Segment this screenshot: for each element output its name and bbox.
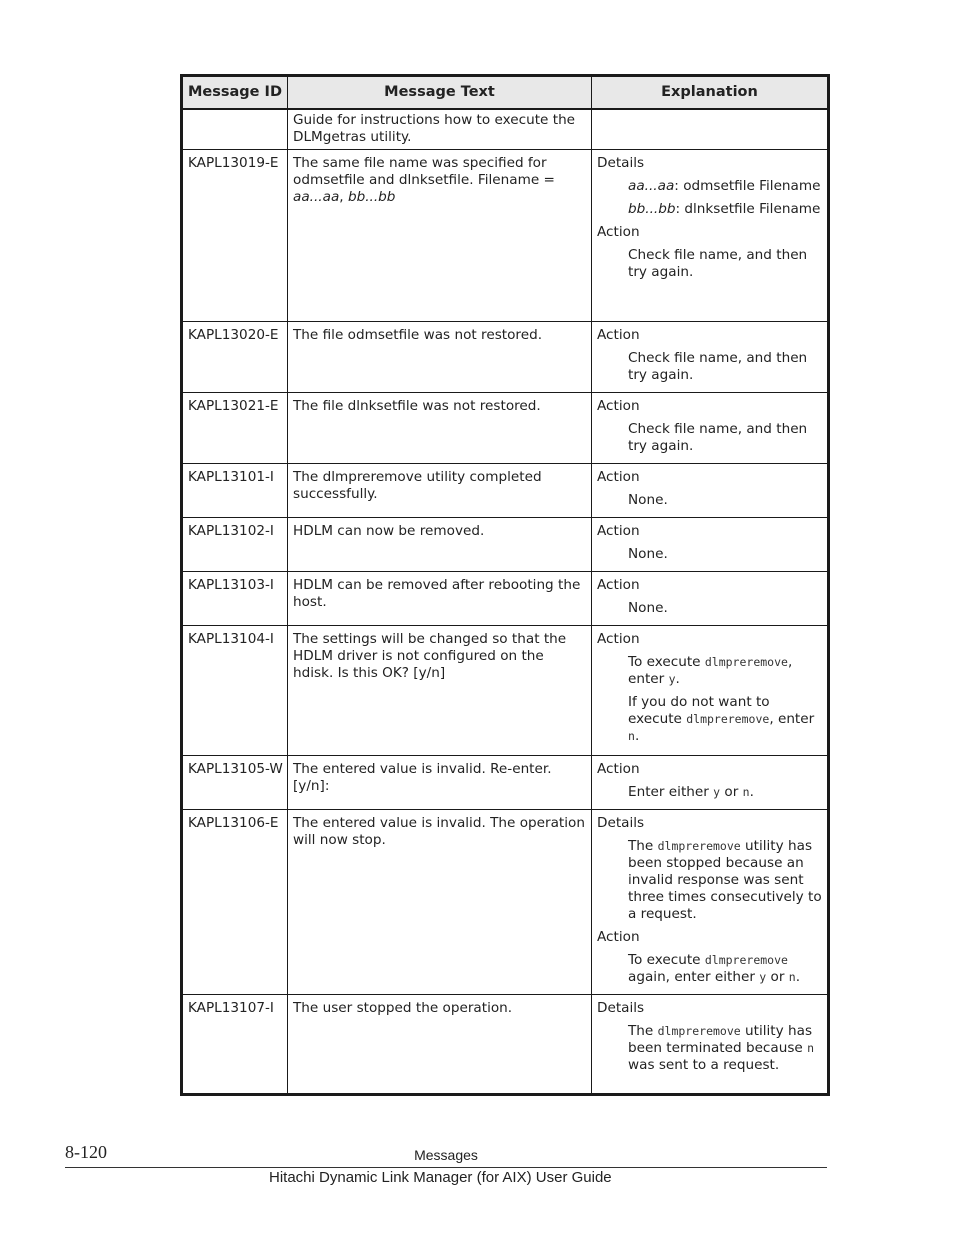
explanation-cell <box>592 994 829 1094</box>
variable-text: bb...bb <box>628 200 676 217</box>
text-fragment: utility has been stopped because an invalid response was sent three times consecutively to a request. <box>628 837 822 922</box>
action-label: Action <box>597 468 640 485</box>
header-message-text: Message Text <box>288 76 592 110</box>
command-name: y <box>759 969 767 984</box>
guide-title: Hitachi Dynamic Link Manager (for AIX) User Guide <box>269 1169 612 1186</box>
variable-text: bb...bb <box>347 188 396 205</box>
message-text-cell: The file dlnksetfile was not restored. <box>288 392 592 463</box>
command-name: n <box>807 1040 815 1055</box>
message-id-cell: KAPL13105-W <box>182 755 288 809</box>
action-text <box>628 694 823 745</box>
command-name: y <box>713 784 721 799</box>
command-name: dlmpreremove <box>704 654 788 669</box>
action-label: Action <box>597 630 640 647</box>
text-fragment: , <box>339 188 348 205</box>
action-label: Action <box>597 326 640 343</box>
action-text: None. <box>628 545 668 562</box>
message-text-cell <box>288 149 592 321</box>
details-label: Details <box>597 154 645 171</box>
message-text-cell: The entered value is invalid. The operation will now stop. <box>288 809 592 994</box>
footer-rule <box>65 1167 827 1168</box>
text-fragment: utility has been terminated because <box>628 1022 813 1056</box>
command-name: n <box>788 969 796 984</box>
action-label: Action <box>597 760 640 777</box>
explanation-cell <box>592 149 829 321</box>
table-row <box>182 809 829 994</box>
table-row <box>182 149 829 321</box>
command-name: dlmpreremove <box>686 711 770 726</box>
action-text <box>628 952 823 986</box>
text-fragment: . <box>675 670 680 687</box>
header-message-id: Message ID <box>182 76 288 110</box>
action-label: Action <box>597 576 640 593</box>
message-text-cell: The dlmpreremove utility completed successfully. <box>288 463 592 517</box>
command-name: dlmpreremove <box>704 952 788 967</box>
action-text: None. <box>628 491 668 508</box>
table-row <box>182 625 829 755</box>
text-fragment: again, enter either <box>628 968 760 985</box>
explanation-cell <box>592 809 829 994</box>
text-fragment: or <box>766 968 789 985</box>
action-text: None. <box>628 599 668 616</box>
command-name: dlmpreremove <box>657 1023 741 1038</box>
table-row <box>182 994 829 1094</box>
explanation-cell <box>592 321 829 392</box>
chapter-title: Messages <box>414 1147 478 1163</box>
table-row <box>182 517 829 571</box>
details-text <box>628 1023 823 1074</box>
action-label: Action <box>597 928 640 945</box>
table-row <box>182 571 829 625</box>
details-text <box>628 201 823 218</box>
text-fragment: . <box>795 968 801 985</box>
text-fragment: To execute <box>628 951 705 968</box>
text-fragment: , enter <box>769 710 815 727</box>
command-name: dlmpreremove <box>657 838 741 853</box>
header-explanation: Explanation <box>592 76 829 110</box>
text-fragment: or <box>720 783 743 800</box>
message-id-cell <box>182 109 288 149</box>
details-label: Details <box>597 999 645 1016</box>
action-label: Action <box>597 522 640 539</box>
variable-text: aa...aa <box>293 188 340 205</box>
text-fragment: If you do not want to execute <box>628 693 770 727</box>
action-text: Check file name, and then try again. <box>628 420 808 454</box>
table-header-row <box>182 76 829 110</box>
action-text <box>628 784 823 801</box>
command-name: y <box>668 671 676 686</box>
table-row <box>182 109 829 149</box>
message-text-cell: The user stopped the operation. <box>288 994 592 1094</box>
text-fragment: was sent to a request. <box>628 1056 780 1073</box>
explanation-cell <box>592 109 829 149</box>
message-id-cell: KAPL13019-E <box>182 149 288 321</box>
action-text <box>628 654 823 688</box>
text-fragment: . <box>749 783 754 800</box>
message-id-cell: KAPL13102-I <box>182 517 288 571</box>
explanation-cell <box>592 392 829 463</box>
message-text-cell: The entered value is invalid. Re-enter. [y/n]: <box>288 755 592 809</box>
command-name: n <box>628 728 635 743</box>
text-fragment: . <box>634 727 640 744</box>
text-fragment: The same file name was specified for odmsetfile and dlnksetfile. Filename = <box>293 154 555 188</box>
text-fragment: Enter either <box>628 783 714 800</box>
action-label: Action <box>597 223 640 240</box>
message-id-cell: KAPL13101-I <box>182 463 288 517</box>
messages-table <box>180 74 830 1096</box>
variable-text: aa...aa <box>628 177 675 194</box>
message-text-cell: HDLM can now be removed. <box>288 517 592 571</box>
explanation-cell <box>592 463 829 517</box>
details-label: Details <box>597 814 645 831</box>
message-id-cell: KAPL13107-I <box>182 994 288 1094</box>
message-id-cell: KAPL13106-E <box>182 809 288 994</box>
message-id-cell: KAPL13104-I <box>182 625 288 755</box>
message-text-cell: HDLM can be removed after rebooting the host. <box>288 571 592 625</box>
command-name: n <box>742 784 750 799</box>
message-text-cell: Guide for instructions how to execute the DLMgetras utility. <box>288 109 592 149</box>
details-text <box>628 838 823 923</box>
action-text: Check file name, and then try again. <box>628 349 808 383</box>
message-id-cell: KAPL13021-E <box>182 392 288 463</box>
action-label: Action <box>597 397 640 414</box>
message-id-cell: KAPL13020-E <box>182 321 288 392</box>
explanation-cell <box>592 517 829 571</box>
message-text-cell: The file odmsetfile was not restored. <box>288 321 592 392</box>
text-fragment: , enter <box>628 653 793 687</box>
message-text-cell: The settings will be changed so that the HDLM driver is not configured on the hdisk. Is this OK? [y/n] <box>288 625 592 755</box>
text-fragment: To execute <box>628 653 705 670</box>
table-row <box>182 755 829 809</box>
text-fragment: The <box>628 837 658 854</box>
details-text <box>628 178 823 195</box>
explanation-cell <box>592 755 829 809</box>
table-row <box>182 321 829 392</box>
table-row <box>182 392 829 463</box>
explanation-cell <box>592 571 829 625</box>
explanation-cell <box>592 625 829 755</box>
page-number: 8-120 <box>65 1142 107 1162</box>
text-fragment: : odmsetfile Filename <box>674 177 821 194</box>
text-fragment: : dlnksetfile Filename <box>675 200 821 217</box>
table-row <box>182 463 829 517</box>
text-fragment: The <box>628 1022 658 1039</box>
message-id-cell: KAPL13103-I <box>182 571 288 625</box>
action-text: Check file name, and then try again. <box>628 246 808 280</box>
